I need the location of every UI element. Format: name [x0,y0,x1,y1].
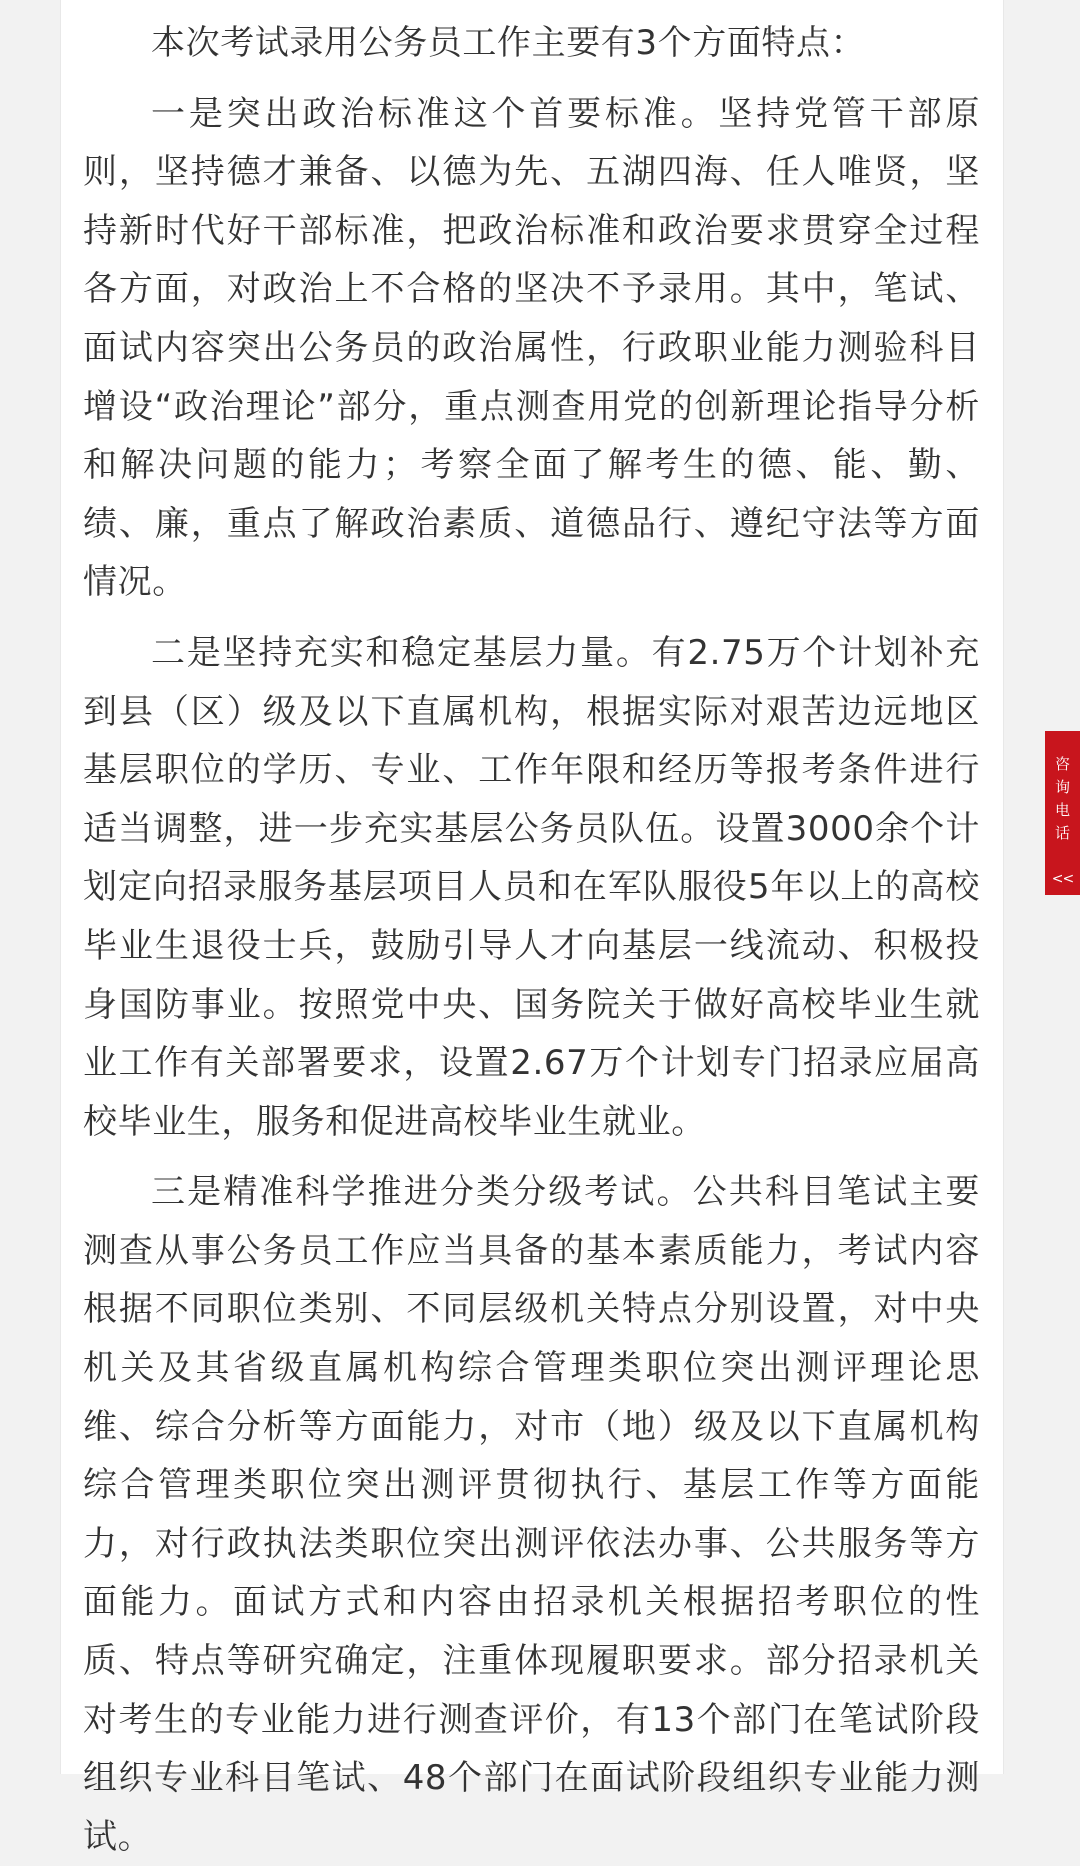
consult-tab-char: 咨 [1054,755,1070,773]
article-paragraph-1: 一是突出政治标准这个首要标准。坚持党管干部原则，坚持德才兼备、以德为先、五湖四海、任人唯贤，坚持新时代好干部标准，把政治标准和政治要求贯穿全过程各方面，对政治上不合格的坚决不予录用。其中，笔试、面试内容突出公务员的政治属性，行政职业能力测验科目增设“政治理论”部分，重点测查用党的创新理论指导分析和解决问题的能力；考察全面了解考生的德、能、勤、绩、廉，重点了解政治素质、道德品行、遵纪守法等方面情况。 [83,93,980,603]
consult-tab-char: 询 [1054,778,1070,796]
article-body [60,0,1004,1857]
article-paragraph-2: 二是坚持充实和稳定基层力量。有2.75万个计划补充到县（区）级及以下直属机构，根据实际对艰苦边远地区基层职位的学历、专业、工作年限和经历等报考条件进行适当调整，进一步充实基层公务员队伍。设置3000余个计划定向招录服务基层项目人员和在军队服役5年以上的高校毕业生退役士兵，鼓励引导人才向基层一线流动、积极投身国防事业。按照党中央、国务院关于做好高校毕业生就业工作有关部署要求，设置2.67万个计划专门招录应届高校毕业生，服务和促进高校毕业生就业。 [83,632,980,1142]
consult-phone-tab[interactable] [1045,731,1080,895]
article-paragraph-3: 三是精准科学推进分类分级考试。公共科目笔试主要测查从事公务员工作应当具备的基本素质能力，考试内容根据不同职位类别、不同层级机关特点分别设置，对中央机关及其省级直属机构综合管理类职位突出测评理论思维、综合分析等方面能力，对市（地）级及以下直属机构综合管理类职位突出测评贯彻执行、基层工作等方面能力，对行政执法类职位突出测评依法办事、公共服务等方面能力。面试方式和内容由招录机关根据招考职位的性质、特点等研究确定，注重体现履职要求。部分招录机关对考生的专业能力进行测查评价，有13个部门在笔试阶段组织专业科目笔试、48个部门在面试阶段组织专业能力测试。 [83,1172,980,1857]
consult-tab-char: 话 [1054,824,1070,842]
article-paragraph-intro: 本次考试录用公务员工作主要有3个方面特点： [151,23,866,63]
consult-tab-char: 电 [1054,801,1070,819]
double-chevron-left-icon[interactable]: << [1051,871,1074,887]
